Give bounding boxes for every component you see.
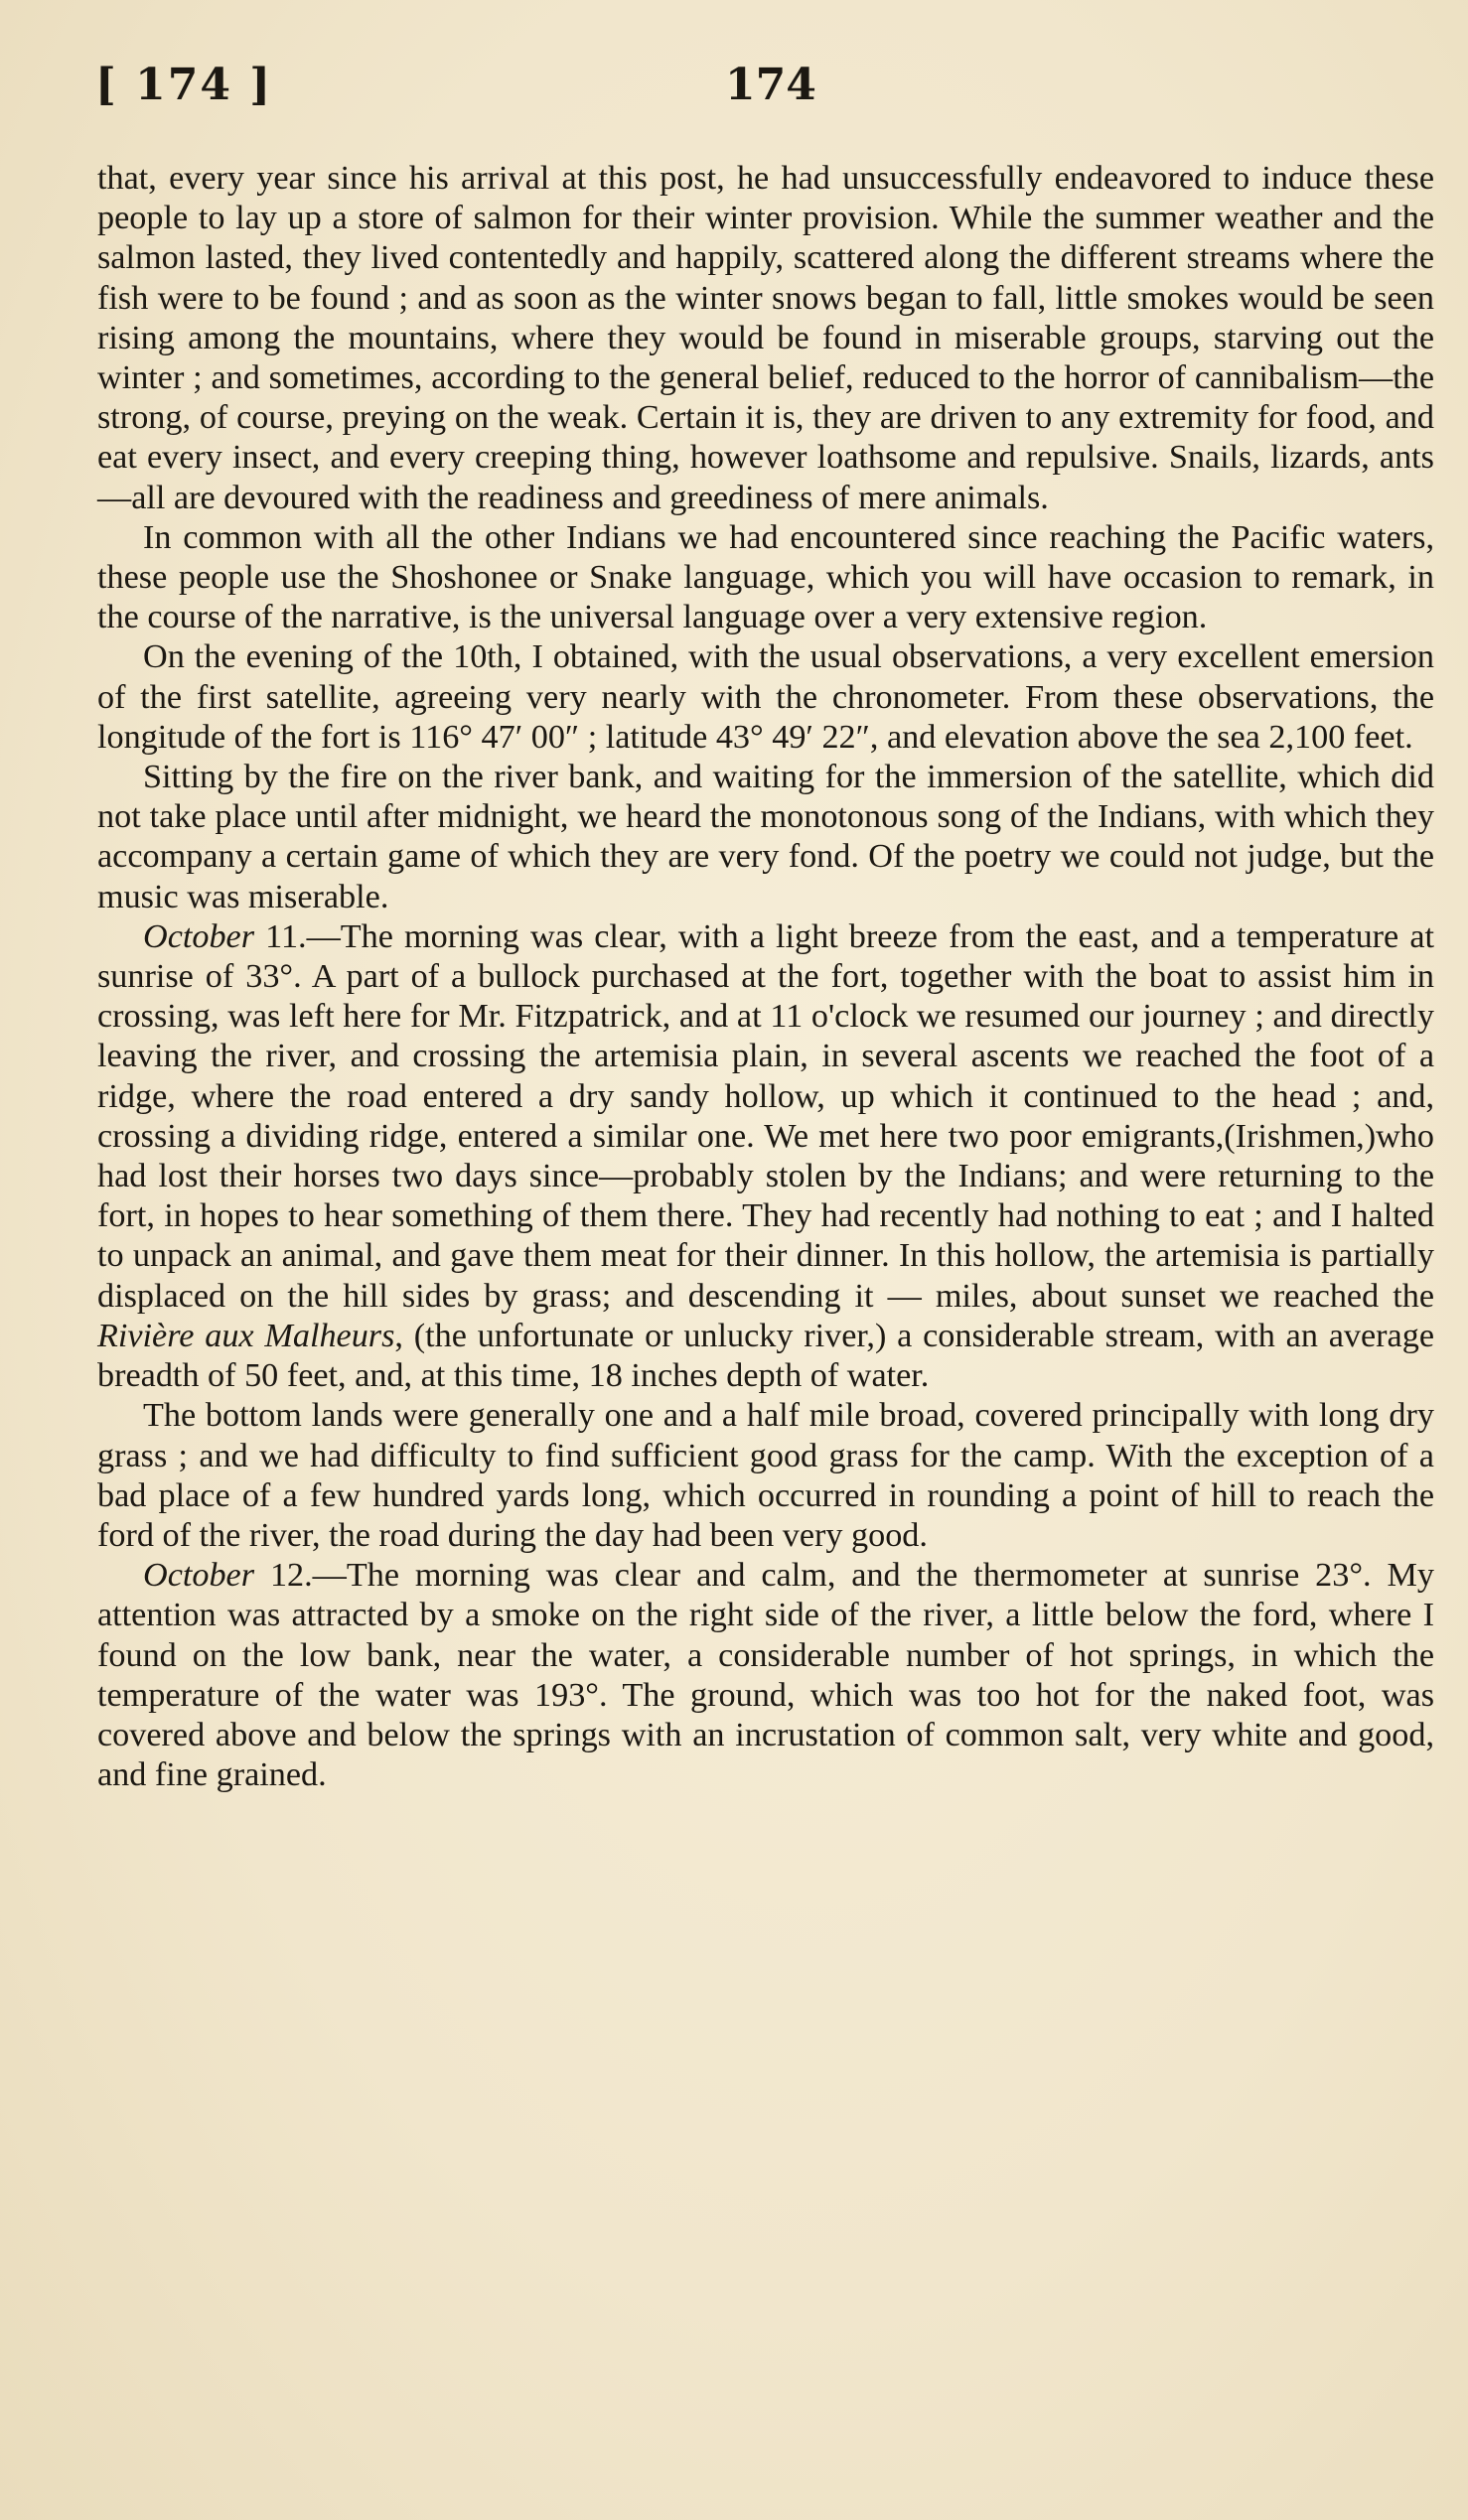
text-run: that, every year since his arrival at this post, he had unsuccessfully endeavored to induce these people to lay up a store of salmon for their winter provision. While the summer weather and the salmon lasted, they lived contentedly and happily, scattered along the different streams where the fish were to be found ; and as soon as the winter snows began to fall, little smokes would be seen rising among the mountains, where they would be found in miserable groups, starving out the winter ; and sometimes, according to the general belief, reduced to the horror of cannibalism—the strong, of course, preying on the weak. Certain it is, they are driven to any extremity for food, and eat every insect, and every creeping thing, however loathsome and repulsive. Snails, lizards, ants—all are devoured with the readiness and greediness of mere animals. bbox=[97, 160, 1434, 516]
paragraph bbox=[97, 637, 1434, 758]
italic-text: October bbox=[143, 1557, 255, 1595]
text-run: In common with all the other Indians we had encountered since reaching the Pacific waters, these people use the Shoshonee or Snake language, which you will have occasion to remark, in the course of the narrative, is the universal language over a very extensive region. bbox=[97, 518, 1434, 636]
italic-text: October bbox=[143, 917, 255, 955]
italic-text: Rivière aux Malheurs bbox=[97, 1317, 395, 1354]
paragraph bbox=[97, 917, 1434, 1396]
page-number: 174 bbox=[725, 60, 816, 110]
text-run: The bottom lands were generally one and a half mile broad, covered principally with long dry grass ; and we had difficulty to find sufficient good grass for the camp. With the exception of a bad place of a few hundred yards long, which occurred in rounding a point of hill to reach the ford of the river, the road during the day had been very good. bbox=[97, 1397, 1434, 1554]
body-text bbox=[97, 159, 1434, 1795]
text-run: , (the unfortunate or unlucky river,) a considerable stream, with an average breadth of 50 feet, and, at this time, 18 inches depth of water. bbox=[97, 1317, 1435, 1395]
paragraph bbox=[97, 758, 1434, 917]
paragraph bbox=[97, 159, 1434, 518]
paragraph bbox=[97, 518, 1434, 638]
text-run: 12.—The morning was clear and calm, and the thermometer at sunrise 23°. My attention was attracted by a smoke on the right side of the river, a little below the ford, where I found on the low bank, near the water, a considerable number of hot springs, in which the temperature of the water was 193°. The ground, which was too hot for the naked foot, was covered above and below the springs with an incrustation of common salt, very white and good, and fine grained. bbox=[97, 1557, 1434, 1794]
paragraph bbox=[97, 1396, 1434, 1556]
text-run: On the evening of the 10th, I obtained, with the usual observations, a very excellent emersion of the first satellite, agreeing very nearly with the chronometer. From these observations, the longitude of the fort is 116° 47′ 00″ ; latitude 43° 49′ 22″, and elevation above the sea 2,100 feet. bbox=[97, 638, 1434, 756]
text-run: 11.—The morning was clear, with a light breeze from the east, and a temperature at sunrise of 33°. A part of a bullock purchased at the fort, together with the boat to assist him in crossing, was left here for Mr. Fitzpatrick, and at 11 o'clock we resumed our journey ; and directly leaving the river, and crossing the artemisia plain, in several ascents we reached the foot of a ridge, where the road entered a dry sandy hollow, up which it continued to the head ; and, crossing a dividing ridge, entered a similar one. We met here two poor emigrants,(Irishmen,)who had lost their horses two days since—probably stolen by the Indians; and were returning to the fort, in hopes to hear something of them there. They had recently had nothing to eat ; and I halted to unpack an animal, and gave them meat for their dinner. In this hollow, the artemisia is partially displaced on the hill sides by grass; and descending it — miles, about sunset we reached the bbox=[97, 917, 1434, 1315]
paragraph bbox=[97, 1556, 1434, 1795]
bracketed-page-number: [ 174 ] bbox=[95, 60, 273, 110]
page-header bbox=[95, 60, 1468, 119]
text-run: Sitting by the fire on the river bank, and waiting for the immersion of the satellite, which did not take place until after midnight, we heard the monotonous song of the Indians, with which they accompany a certain game of which they are very fond. Of the poetry we could not judge, but the music was miserable. bbox=[97, 759, 1434, 915]
